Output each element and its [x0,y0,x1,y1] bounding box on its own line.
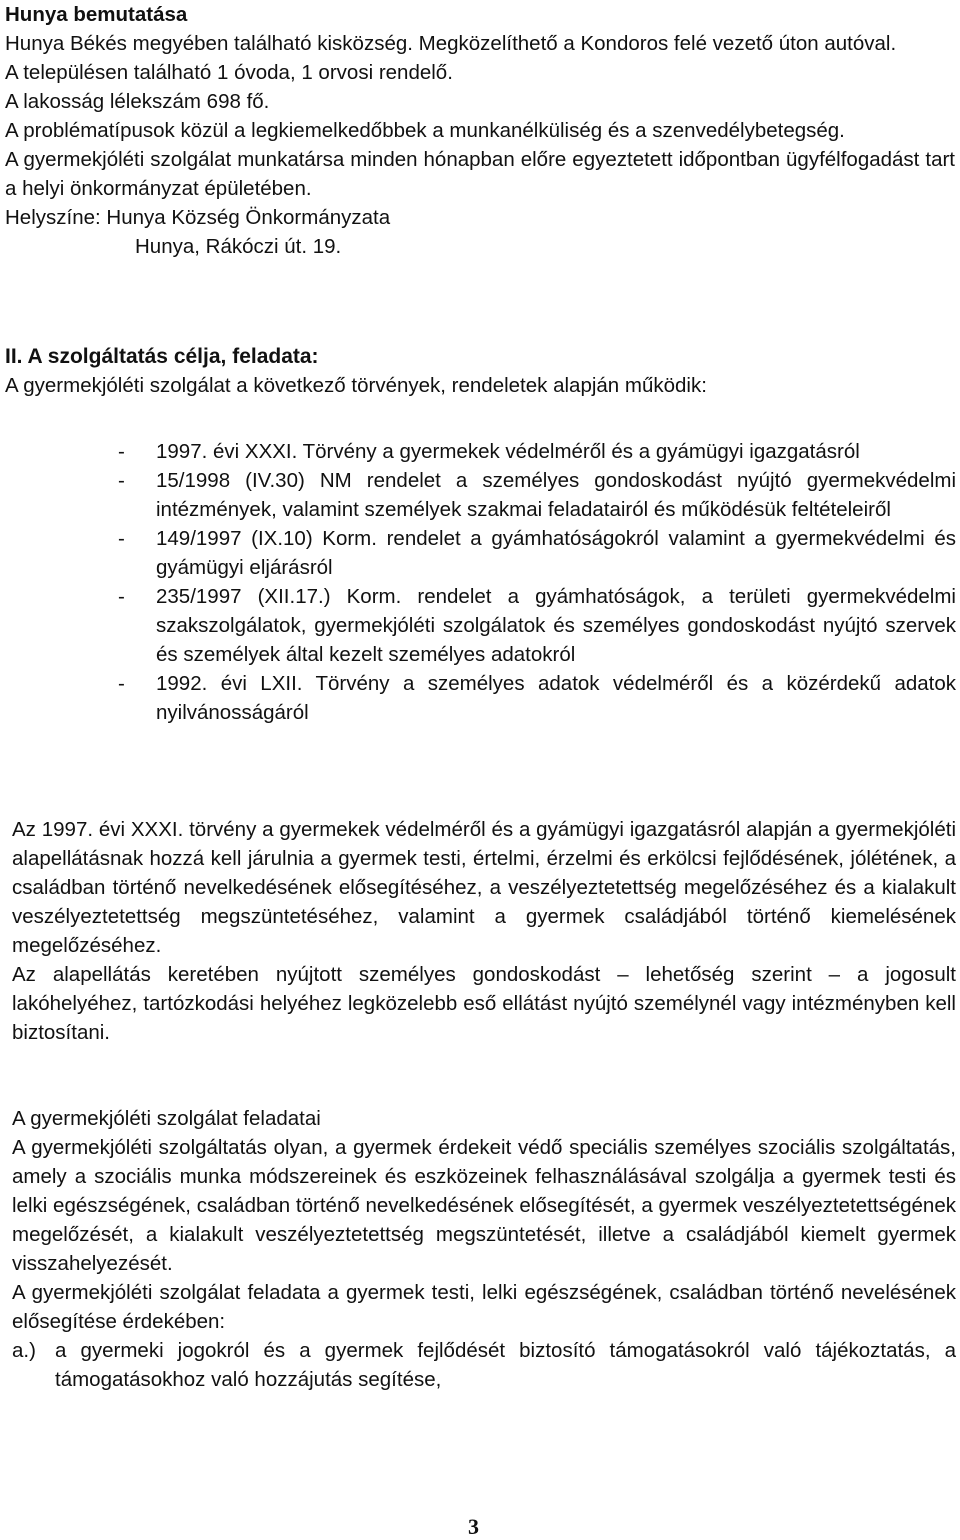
location-label: Helyszíne: Hunya Község Önkormányzata [5,206,391,229]
intro-paragraph-3: A lakosság lélekszám 698 fő. [5,90,270,113]
list-dash: - [118,469,125,492]
intro-section [5,0,955,261]
body-paragraph-1: Az 1997. évi XXXI. törvény a gyermekek védelméről és a gyámügyi igazgatásról alapján a gyermekjóléti alapellátásnak hozzá kell járulnia a gyermek testi, értelmi, érzelmi és erkölcsi fejlődésének, jólétének, a családban történő nevelkedésének elősegítéséhez, a veszélyeztetettség megelőzéséhez és a kialakult veszélyeztetettség megszüntetéséhez, valamint a gyermek családjából történő kiemelésének megelőzéséhez. [12,818,956,957]
law-text: 15/1998 (IV.30) NM rendelet a személyes gondoskodást nyújtó gyermekvédelmi intézmények, valamint személyek szakmai feladatairól és működésük feltételeiről [156,469,956,521]
page-number: 3 [468,1514,479,1539]
section-2 [5,342,955,400]
section-2-heading: II. A szolgáltatás célja, feladata: [5,345,319,368]
law-text: 149/1997 (IX.10) Korm. rendelet a gyámhatóságokról valamint a gyermekvédelmi és gyámügyi eljárásról [156,527,956,579]
tasks-paragraph-2: A gyermekjóléti szolgálat feladata a gyermek testi, lelki egészségének, családban történő nevelésének elősegítése érdekében: [12,1281,956,1333]
law-text: 1992. évi LXII. Törvény a személyes adatok védelméről és a közérdekű adatok nyilvánosságáról [156,672,956,724]
law-item [118,669,956,727]
tasks-section [12,1104,956,1394]
body-section [12,815,956,1047]
task-item-a [12,1336,956,1394]
tasks-paragraph-1: A gyermekjóléti szolgáltatás olyan, a gyermek érdekeit védő speciális személyes szociális szolgáltatás, amely a szociális munka módszereinek és eszközeinek felhasználásával szolgálja a gyermek testi és lelki egészségének, családban történő nevelkedésének elősegítését, a gyermek veszélyeztetettségének megelőzését, a kialakult veszélyeztetettség megszüntetését, illetve a családjából kiemelt gyermek visszahelyezését. [12,1136,956,1275]
list-dash: - [118,672,125,695]
intro-heading: Hunya bemutatása [5,3,188,26]
law-item [118,437,956,466]
intro-paragraph-2: A településen található 1 óvoda, 1 orvosi rendelő. [5,61,453,84]
law-text: 235/1997 (XII.17.) Korm. rendelet a gyámhatóságok, a területi gyermekvédelmi szakszolgálatok, gyermekjóléti szolgálatok és személyes gondoskodást nyújtó szervek és személyek által kezelt személyes adatokról [156,585,956,666]
law-item [118,524,956,582]
intro-paragraph-1: Hunya Békés megyében található kisközség. Megközelíthető a Kondoros felé vezető úton autóval. [5,32,897,55]
intro-paragraph-4: A problématípusok közül a legkiemelkedőbbek a munkanélküliség és a szenvedélybetegség. [5,119,845,142]
body-paragraph-2: Az alapellátás keretében nyújtott személyes gondoskodást – lehetőség szerint – a jogosult lakóhelyéhez, tartózkodási helyéhez legközelebb eső ellátást nyújtó személynél vagy intézményben kell biztosítani. [12,963,956,1044]
intro-paragraph-5: A gyermekjóléti szolgálat munkatársa minden hónapban előre egyeztetett időpontban ügyfélfogadást tart a helyi önkormányzat épületében. [5,148,955,200]
section-2-intro: A gyermekjóléti szolgálat a következő törvények, rendeletek alapján működik: [5,374,707,397]
list-dash: - [118,527,125,550]
task-item-label: a.) [12,1339,36,1362]
task-item-text: a gyermeki jogokról és a gyermek fejlődését biztosító támogatásokról való tájékoztatás, a támogatásokhoz való hozzájutás segítése, [55,1339,956,1391]
law-item [118,582,956,669]
law-text: 1997. évi XXXI. Törvény a gyermekek védelméről és a gyámügyi igazgatásról [156,440,860,463]
list-dash: - [118,440,125,463]
tasks-heading: A gyermekjóléti szolgálat feladatai [12,1107,321,1130]
law-item [118,466,956,524]
law-list [118,437,956,727]
location-address: Hunya, Rákóczi út. 19. [135,235,342,258]
list-dash: - [118,585,125,608]
